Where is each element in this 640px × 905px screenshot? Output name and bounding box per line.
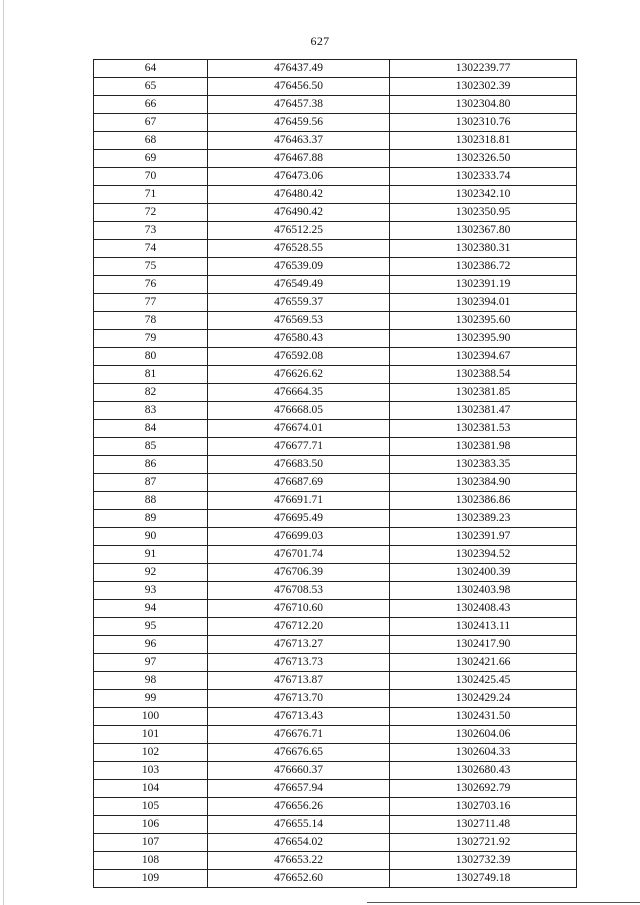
y-coordinate-cell: 1302394.67	[390, 348, 577, 366]
y-coordinate-cell: 1302400.39	[390, 564, 577, 582]
x-coordinate-cell: 476539.09	[208, 258, 390, 276]
y-coordinate-cell: 1302429.24	[390, 690, 577, 708]
point-number-cell: 85	[94, 438, 208, 456]
y-coordinate-cell: 1302391.19	[390, 276, 577, 294]
x-coordinate-cell: 476713.27	[208, 636, 390, 654]
x-coordinate-cell: 476549.49	[208, 276, 390, 294]
x-coordinate-cell: 476712.20	[208, 618, 390, 636]
point-number-cell: 76	[94, 276, 208, 294]
y-coordinate-cell: 1302413.11	[390, 618, 577, 636]
x-coordinate-cell: 476676.65	[208, 744, 390, 762]
y-coordinate-cell: 1302711.48	[390, 816, 577, 834]
point-number-cell: 96	[94, 636, 208, 654]
x-coordinate-cell: 476512.25	[208, 222, 390, 240]
y-coordinate-cell: 1302408.43	[390, 600, 577, 618]
point-number-cell: 77	[94, 294, 208, 312]
point-number-cell: 80	[94, 348, 208, 366]
x-coordinate-cell: 476569.53	[208, 312, 390, 330]
table-row	[94, 150, 577, 168]
y-coordinate-cell: 1302388.54	[390, 366, 577, 384]
table-row	[94, 816, 577, 834]
point-number-cell: 79	[94, 330, 208, 348]
x-coordinate-cell: 476467.88	[208, 150, 390, 168]
point-number-cell: 72	[94, 204, 208, 222]
x-coordinate-cell: 476699.03	[208, 528, 390, 546]
point-number-cell: 100	[94, 708, 208, 726]
point-number-cell: 90	[94, 528, 208, 546]
table-row	[94, 798, 577, 816]
y-coordinate-cell: 1302386.86	[390, 492, 577, 510]
table-row	[94, 564, 577, 582]
table-row	[94, 258, 577, 276]
point-number-cell: 92	[94, 564, 208, 582]
x-coordinate-cell: 476592.08	[208, 348, 390, 366]
table-row	[94, 294, 577, 312]
point-number-cell: 102	[94, 744, 208, 762]
point-number-cell: 87	[94, 474, 208, 492]
y-coordinate-cell: 1302342.10	[390, 186, 577, 204]
point-number-cell: 101	[94, 726, 208, 744]
point-number-cell: 99	[94, 690, 208, 708]
y-coordinate-cell: 1302350.95	[390, 204, 577, 222]
table-row	[94, 132, 577, 150]
table-row	[94, 672, 577, 690]
table-row	[94, 582, 577, 600]
point-number-cell: 108	[94, 852, 208, 870]
table-row	[94, 744, 577, 762]
y-coordinate-cell: 1302395.90	[390, 330, 577, 348]
point-number-cell: 104	[94, 780, 208, 798]
table-row	[94, 600, 577, 618]
x-coordinate-cell: 476674.01	[208, 420, 390, 438]
table-row	[94, 96, 577, 114]
y-coordinate-cell: 1302417.90	[390, 636, 577, 654]
x-coordinate-cell: 476655.14	[208, 816, 390, 834]
y-coordinate-cell: 1302381.85	[390, 384, 577, 402]
table-row	[94, 708, 577, 726]
table-row	[94, 78, 577, 96]
point-number-cell: 66	[94, 96, 208, 114]
x-coordinate-cell: 476691.71	[208, 492, 390, 510]
point-number-cell: 88	[94, 492, 208, 510]
table-row	[94, 636, 577, 654]
point-number-cell: 84	[94, 420, 208, 438]
table-row	[94, 222, 577, 240]
x-coordinate-cell: 476677.71	[208, 438, 390, 456]
point-number-cell: 68	[94, 132, 208, 150]
y-coordinate-cell: 1302326.50	[390, 150, 577, 168]
x-coordinate-cell: 476480.42	[208, 186, 390, 204]
table-row	[94, 510, 577, 528]
x-coordinate-cell: 476456.50	[208, 78, 390, 96]
table-row	[94, 186, 577, 204]
y-coordinate-cell: 1302391.97	[390, 528, 577, 546]
table-row	[94, 366, 577, 384]
y-coordinate-cell: 1302381.53	[390, 420, 577, 438]
point-number-cell: 106	[94, 816, 208, 834]
point-number-cell: 94	[94, 600, 208, 618]
point-number-cell: 97	[94, 654, 208, 672]
y-coordinate-cell: 1302692.79	[390, 780, 577, 798]
y-coordinate-cell: 1302383.35	[390, 456, 577, 474]
x-coordinate-cell: 476676.71	[208, 726, 390, 744]
table-row	[94, 402, 577, 420]
x-coordinate-cell: 476710.60	[208, 600, 390, 618]
page-edge-line	[3, 0, 4, 905]
x-coordinate-cell: 476668.05	[208, 402, 390, 420]
table-row	[94, 726, 577, 744]
x-coordinate-cell: 476559.37	[208, 294, 390, 312]
y-coordinate-cell: 1302721.92	[390, 834, 577, 852]
point-number-cell: 64	[94, 60, 208, 78]
y-coordinate-cell: 1302310.76	[390, 114, 577, 132]
point-number-cell: 78	[94, 312, 208, 330]
y-coordinate-cell: 1302749.18	[390, 870, 577, 888]
y-coordinate-cell: 1302381.98	[390, 438, 577, 456]
y-coordinate-cell: 1302367.80	[390, 222, 577, 240]
x-coordinate-cell: 476652.60	[208, 870, 390, 888]
coordinates-table	[93, 59, 577, 888]
point-number-cell: 83	[94, 402, 208, 420]
bottom-rule	[367, 902, 640, 903]
y-coordinate-cell: 1302394.52	[390, 546, 577, 564]
table-row	[94, 456, 577, 474]
y-coordinate-cell: 1302403.98	[390, 582, 577, 600]
y-coordinate-cell: 1302431.50	[390, 708, 577, 726]
point-number-cell: 98	[94, 672, 208, 690]
point-number-cell: 95	[94, 618, 208, 636]
y-coordinate-cell: 1302333.74	[390, 168, 577, 186]
x-coordinate-cell: 476713.87	[208, 672, 390, 690]
table-row	[94, 834, 577, 852]
point-number-cell: 107	[94, 834, 208, 852]
y-coordinate-cell: 1302395.60	[390, 312, 577, 330]
y-coordinate-cell: 1302421.66	[390, 654, 577, 672]
x-coordinate-cell: 476683.50	[208, 456, 390, 474]
y-coordinate-cell: 1302304.80	[390, 96, 577, 114]
x-coordinate-cell: 476490.42	[208, 204, 390, 222]
x-coordinate-cell: 476706.39	[208, 564, 390, 582]
point-number-cell: 67	[94, 114, 208, 132]
table-row	[94, 60, 577, 78]
y-coordinate-cell: 1302604.33	[390, 744, 577, 762]
x-coordinate-cell: 476713.43	[208, 708, 390, 726]
x-coordinate-cell: 476457.38	[208, 96, 390, 114]
y-coordinate-cell: 1302381.47	[390, 402, 577, 420]
y-coordinate-cell: 1302239.77	[390, 60, 577, 78]
x-coordinate-cell: 476653.22	[208, 852, 390, 870]
y-coordinate-cell: 1302732.39	[390, 852, 577, 870]
x-coordinate-cell: 476687.69	[208, 474, 390, 492]
table-row	[94, 852, 577, 870]
x-coordinate-cell: 476695.49	[208, 510, 390, 528]
table-row	[94, 438, 577, 456]
x-coordinate-cell: 476656.26	[208, 798, 390, 816]
point-number-cell: 75	[94, 258, 208, 276]
x-coordinate-cell: 476654.02	[208, 834, 390, 852]
point-number-cell: 91	[94, 546, 208, 564]
x-coordinate-cell: 476713.70	[208, 690, 390, 708]
point-number-cell: 93	[94, 582, 208, 600]
table-row	[94, 528, 577, 546]
table-row	[94, 762, 577, 780]
y-coordinate-cell: 1302384.90	[390, 474, 577, 492]
x-coordinate-cell: 476463.37	[208, 132, 390, 150]
y-coordinate-cell: 1302394.01	[390, 294, 577, 312]
x-coordinate-cell: 476459.56	[208, 114, 390, 132]
y-coordinate-cell: 1302302.39	[390, 78, 577, 96]
table-row	[94, 690, 577, 708]
point-number-cell: 70	[94, 168, 208, 186]
x-coordinate-cell: 476713.73	[208, 654, 390, 672]
point-number-cell: 89	[94, 510, 208, 528]
y-coordinate-cell: 1302386.72	[390, 258, 577, 276]
table-row	[94, 384, 577, 402]
point-number-cell: 103	[94, 762, 208, 780]
table-row	[94, 546, 577, 564]
table-row	[94, 312, 577, 330]
point-number-cell: 105	[94, 798, 208, 816]
x-coordinate-cell: 476528.55	[208, 240, 390, 258]
table-row	[94, 330, 577, 348]
y-coordinate-cell: 1302318.81	[390, 132, 577, 150]
page-number: 627	[310, 34, 330, 48]
point-number-cell: 69	[94, 150, 208, 168]
table-row	[94, 420, 577, 438]
table-row	[94, 870, 577, 888]
x-coordinate-cell: 476473.06	[208, 168, 390, 186]
y-coordinate-cell: 1302380.31	[390, 240, 577, 258]
table-row	[94, 204, 577, 222]
point-number-cell: 73	[94, 222, 208, 240]
point-number-cell: 82	[94, 384, 208, 402]
y-coordinate-cell: 1302604.06	[390, 726, 577, 744]
point-number-cell: 74	[94, 240, 208, 258]
table-row	[94, 780, 577, 798]
point-number-cell: 86	[94, 456, 208, 474]
table-row	[94, 492, 577, 510]
x-coordinate-cell: 476437.49	[208, 60, 390, 78]
table-row	[94, 276, 577, 294]
point-number-cell: 71	[94, 186, 208, 204]
table-row	[94, 474, 577, 492]
y-coordinate-cell: 1302425.45	[390, 672, 577, 690]
x-coordinate-cell: 476580.43	[208, 330, 390, 348]
coordinates-table-body	[94, 60, 577, 888]
y-coordinate-cell: 1302703.16	[390, 798, 577, 816]
x-coordinate-cell: 476626.62	[208, 366, 390, 384]
x-coordinate-cell: 476701.74	[208, 546, 390, 564]
y-coordinate-cell: 1302389.23	[390, 510, 577, 528]
point-number-cell: 109	[94, 870, 208, 888]
table-row	[94, 240, 577, 258]
table-row	[94, 618, 577, 636]
table-row	[94, 348, 577, 366]
y-coordinate-cell: 1302680.43	[390, 762, 577, 780]
table-row	[94, 654, 577, 672]
point-number-cell: 65	[94, 78, 208, 96]
x-coordinate-cell: 476708.53	[208, 582, 390, 600]
x-coordinate-cell: 476660.37	[208, 762, 390, 780]
x-coordinate-cell: 476657.94	[208, 780, 390, 798]
table-row	[94, 168, 577, 186]
point-number-cell: 81	[94, 366, 208, 384]
x-coordinate-cell: 476664.35	[208, 384, 390, 402]
table-row	[94, 114, 577, 132]
